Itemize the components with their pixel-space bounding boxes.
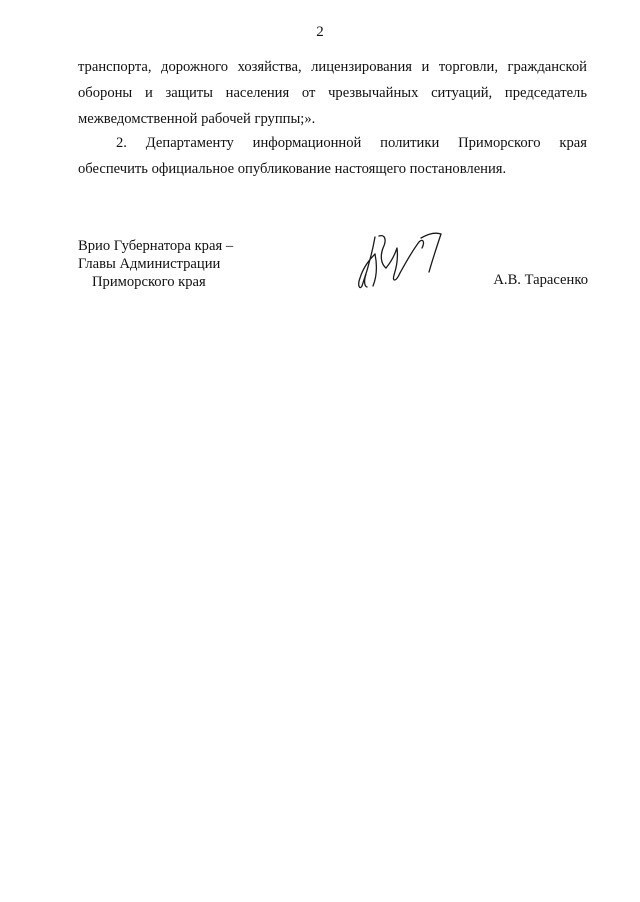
paragraph-2	[78, 130, 587, 182]
paragraph-line: межведомственной рабочей группы;».	[78, 111, 316, 127]
signature-position-block	[78, 237, 233, 291]
paragraph-line: 2. Департаменту информационной политики Приморского края	[116, 135, 587, 151]
paragraph-line: транспорта, дорожного хозяйства, лицензирования и торговли, гражданской	[78, 59, 587, 75]
paragraph-line: обороны и защиты населения от чрезвычайных ситуаций, председатель	[78, 85, 587, 101]
paragraph-1	[78, 54, 587, 132]
position-title-line: Главы Администрации	[78, 256, 221, 272]
paragraph-line: обеспечить официальное опубликование настоящего постановления.	[78, 161, 507, 177]
handwritten-signature	[353, 228, 445, 290]
position-title-line: Приморского края	[92, 274, 206, 290]
signer-name: А.В. Тарасенко	[493, 272, 588, 288]
page-number: 2	[316, 24, 324, 40]
position-title-line: Врио Губернатора края –	[78, 238, 234, 254]
